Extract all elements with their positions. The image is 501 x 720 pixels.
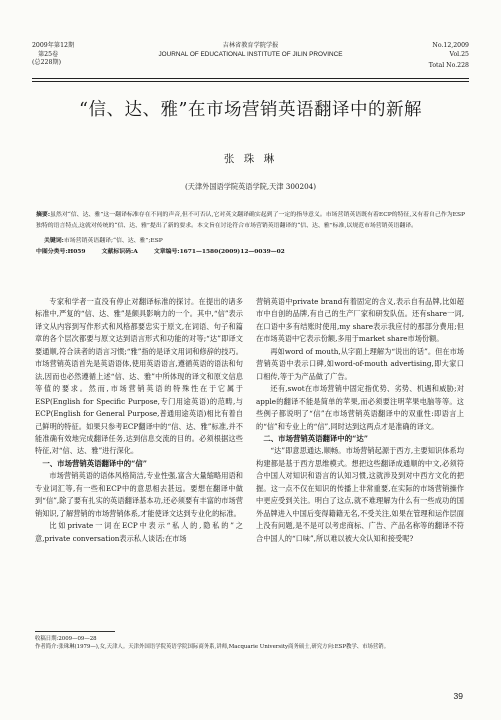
page-number: 39	[453, 691, 463, 701]
body-column-right	[256, 296, 464, 545]
document-code: 文献标识码:A	[101, 247, 138, 255]
keywords-text: 市场营销英语翻译;“信、达、雅”;ESP	[63, 238, 163, 244]
abstract	[36, 210, 465, 231]
section-heading: 二、市场营销英语翻译中的“达”	[263, 433, 368, 443]
paragraph: 再如word of mouth,从字面上理解为“说出的话”。但在市场营销英语中表示口碑,如word-of-mouth advertising,即大家口口相传,等于为产品做了广告。	[256, 346, 464, 381]
paragraph: 专家和学者一直没有停止对翻译标准的探讨。在提出的诸多标准中,严复的“信、达、雅”是颇具影响力的一个。其中,“信”表示译文从内容到写作形式和风格都要忠实于原文,在词语、句子和篇章的各个层次都要与原文达到语言形式和功能的对等;“达”即译文要通顺,符合读者的语言习惯;“雅”指的是译文用词和修辞的技巧。市场营销英语首先是英语语体,使用英语语言,遵循英语的语法和句法,因而也必然遵循上述“信、达、雅”中所体现的译文和原文信息等值的要求。然而,市场营销英语的特殊性在于它属于ESP(English for Specific Purpose,专门用途英语)的范畴,与ECP(English for General Purpose,普通用途英语)相比有着自己鲜明的特征。如果只参考ECP翻译中的“信、达、雅”标准,并不能准确有效地完成翻译任务,达到信息交流的目的。必须根据这些特征,对“信、达、雅”进行深化。	[35, 297, 243, 456]
volume-en: Vol.25	[449, 50, 469, 58]
article-title: “信、达、雅”在市场营销英语翻译中的新解	[79, 100, 422, 120]
author-bio: 作者简介:张珠琳(1979—),女,天津人。天津外国语学院英语学院国际商务系,讲师,Macquarie University商务硕士,研究方向:ESP教学、市场营销。	[35, 644, 390, 651]
total-line: (总228期)	[32, 59, 62, 67]
header-rule-thick	[32, 78, 469, 79]
issue-line: 2009年第12期	[32, 42, 75, 49]
abstract-text: 虽然对“信、达、雅”这一翻译标准存在不同的声音,但不可否认,它对英文翻译确实起到了一定的指导意义。市场营销英语既有着ECP的特征,又有着自己作为ESP独特的语言特点,这就对传统的“信、达、雅”提出了新的要求。本文旨在讨论符合市场营销英语翻译的“信、达、雅”标准,以规范市场营销英语翻译。	[36, 212, 465, 229]
header-rule-thin	[32, 81, 469, 82]
volume-line: 第25卷	[38, 50, 59, 58]
author-affiliation: (天津外国语学院英语学院,天津 300204)	[184, 182, 317, 191]
paragraph: 市场营销英语的语体风格简洁,专业性强,富含大量缩略用语和专业词汇等,有一些和ECP中的意思相去甚远。要想在翻译中做到“信”,除了要有扎实的英语翻译基本功,还必须要有丰富的市场营销知识,了解营销的市场营销体系,才能使译文达到专业化的标准。	[35, 471, 243, 518]
journal-name-cn: 吉林省教育学院学报	[222, 42, 279, 49]
paragraph: 营销英语中private brand有着固定的含义,表示自有品牌,比如超市中自创的品牌,有自己的生产厂家和研发队伍。还有share一词,在口语中多有结账时使用,my share表示我应付的那部分费用;但在市场英语中它表示份额,多用于market share市场份额。	[256, 297, 464, 344]
keywords-label: 关键词:	[44, 237, 64, 244]
footnote-rule	[35, 631, 115, 632]
clc-number: 中图分类号:H059	[36, 247, 86, 255]
author-name: 张 珠 琳	[223, 153, 278, 165]
total-number-en: Total No.228	[428, 62, 469, 70]
footnote	[35, 635, 465, 651]
header-center	[32, 42, 469, 59]
paragraph: 还有,swot在市场营销中固定指优势、劣势、机遇和威胁;对apple的翻译不能是简单的苹果,而必须要注明苹果电脑等等。这些例子都说明了“信”在市场营销英语翻译中的双重性:即语言上的“信”和专业上的“信”,同时达到这两点才是准确的译文。	[256, 384, 464, 431]
section-heading: 一、市场营销英语翻译中的“信”	[42, 458, 147, 468]
article-meta	[36, 236, 465, 257]
received-date: 收稿日期:2009—09—28	[35, 636, 97, 642]
issue-number-en: No.12,2009	[432, 42, 469, 49]
article-id: 文章编号:1671—1580(2009)12—0039—02	[153, 247, 285, 255]
header-right	[429, 42, 469, 71]
running-header	[32, 42, 469, 76]
paragraph: 比如private一词在ECP中表示“私人的,隐私的”之意,private conversation表示私人谈话;在市场	[35, 521, 243, 543]
journal-name-en: JOURNAL OF EDUCATIONAL INSTITUTE OF JILIN PROVINCE	[158, 50, 343, 58]
body-column-left	[35, 296, 243, 545]
paragraph: “达”即意思通达,顺畅。市场营销起源于西方,主要知识体系均构建都是基于西方思维模式。想把这些翻译成通顺的中文,必须符合中国人对知识和语言的认知习惯,这就涉及到对中西方文化的把握。这一点不仅在知识的传播上非常重要,在实际的市场营销操作中更应受到关注。明白了这点,就不难理解为什么有一些成功的国外品牌进入中国后变得籍籍无名,不受关注,如果在管理和运作层面上没有问题,是不是可以考虑商标、广告、产品名称等的翻译不符合中国人的“口味”,所以难以被大众认知和接受呢?	[256, 446, 464, 543]
abstract-label: 摘要:	[36, 211, 50, 218]
